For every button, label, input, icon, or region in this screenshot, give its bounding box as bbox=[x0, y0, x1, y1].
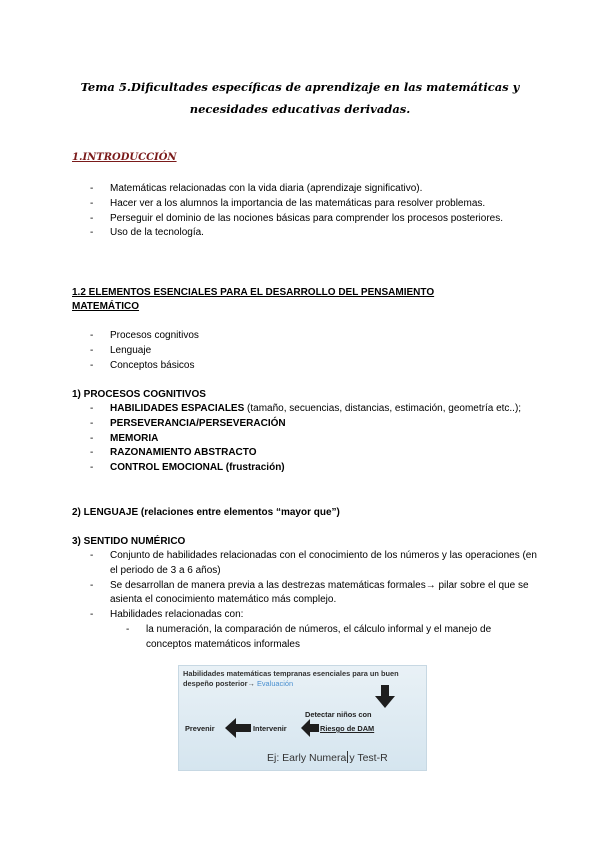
list-item: - Matemáticas relacionadas con la vida diaria (aprendizaje significativo). bbox=[90, 182, 540, 197]
intro-list bbox=[90, 182, 540, 241]
list-item: - Habilidades relacionadas con: bbox=[90, 608, 540, 623]
list-item: - Uso de la tecnología. bbox=[90, 226, 540, 241]
prevenir-label: Prevenir bbox=[185, 724, 215, 733]
arrow-down-icon bbox=[375, 685, 395, 709]
list-item: - la numeración, la comparación de números, el cálculo informal y el manejo de conceptos matemáticos informales bbox=[126, 623, 526, 653]
elementos-list bbox=[90, 329, 530, 373]
list-item: - Conceptos básicos bbox=[90, 359, 530, 374]
list-item bbox=[90, 402, 530, 417]
list-item bbox=[90, 446, 530, 461]
item-bold: RAZONAMIENTO ABSTRACTO bbox=[110, 447, 257, 459]
evaluacion-label: Evaluación bbox=[256, 678, 294, 688]
intro-heading: 1.INTRODUCCIÓN bbox=[72, 152, 177, 163]
numeracy-figure bbox=[178, 665, 427, 771]
item-bold: MEMORIA bbox=[110, 432, 159, 444]
item-bold: PERSEVERANCIA/PERSEVERACIÓN bbox=[110, 417, 286, 429]
item-rest: (tamaño, secuencias, distancias, estimación, geometría etc..); bbox=[244, 403, 522, 414]
list-item: - Hacer ver a los alumnos la importancia de las matemáticas para resolver problemas. bbox=[90, 197, 540, 212]
item-bold: CONTROL EMOCIONAL (frustración) bbox=[110, 462, 285, 474]
intervenir-label: Intervenir bbox=[253, 724, 287, 733]
list-item: - Perseguir el dominio de las nociones básicas para comprender los procesos posteriores. bbox=[90, 212, 540, 227]
document-title: Tema 5.Dificultades específicas de aprendizaje en las matemáticas y necesidades educativas derivadas. bbox=[80, 80, 520, 116]
list-item: - Lenguaje bbox=[90, 344, 530, 359]
figure-caption: Habilidades matemáticas tempranas esenciales para un buen despeño posterior→ Evaluación bbox=[183, 669, 399, 688]
sentido-sublist bbox=[126, 623, 526, 653]
detectar-label: Detectar niños con bbox=[305, 710, 372, 719]
list-item: - Conjunto de habilidades relacionadas con el conocimiento de los números y las operaciones (en el periodo de 3 a 6 años) bbox=[90, 549, 540, 579]
sentido-heading: 3) SENTIDO NUMÉRICO bbox=[72, 536, 186, 547]
list-item bbox=[90, 417, 530, 432]
list-item: - Se desarrollan de manera previa a las destrezas matemáticas formales→ pilar sobre el que se asienta el conocimiento matemático más complejo. bbox=[90, 579, 540, 609]
list-item bbox=[90, 461, 530, 476]
list-item bbox=[90, 432, 530, 447]
lenguaje-heading: 2) LENGUAJE (relaciones entre elementos “mayor que”) bbox=[72, 507, 340, 518]
elementos-heading: 1.2 ELEMENTOS ESENCIALES PARA EL DESARROLLO DEL PENSAMIENTO MATEMÁTICO bbox=[72, 287, 435, 312]
procesos-list bbox=[90, 402, 530, 476]
arrow-left-icon bbox=[301, 719, 319, 737]
arrow-left-icon bbox=[225, 718, 251, 738]
early-numeracy-label: Ej: Early Numera y Test-R bbox=[267, 752, 388, 764]
item-bold: HABILIDADES ESPACIALES bbox=[110, 403, 245, 414]
riesgo-label: Riesgo de DAM bbox=[320, 724, 375, 733]
sentido-list bbox=[90, 549, 540, 623]
list-item: - Procesos cognitivos bbox=[90, 329, 530, 344]
procesos-heading: 1) PROCESOS COGNITIVOS bbox=[72, 389, 206, 400]
